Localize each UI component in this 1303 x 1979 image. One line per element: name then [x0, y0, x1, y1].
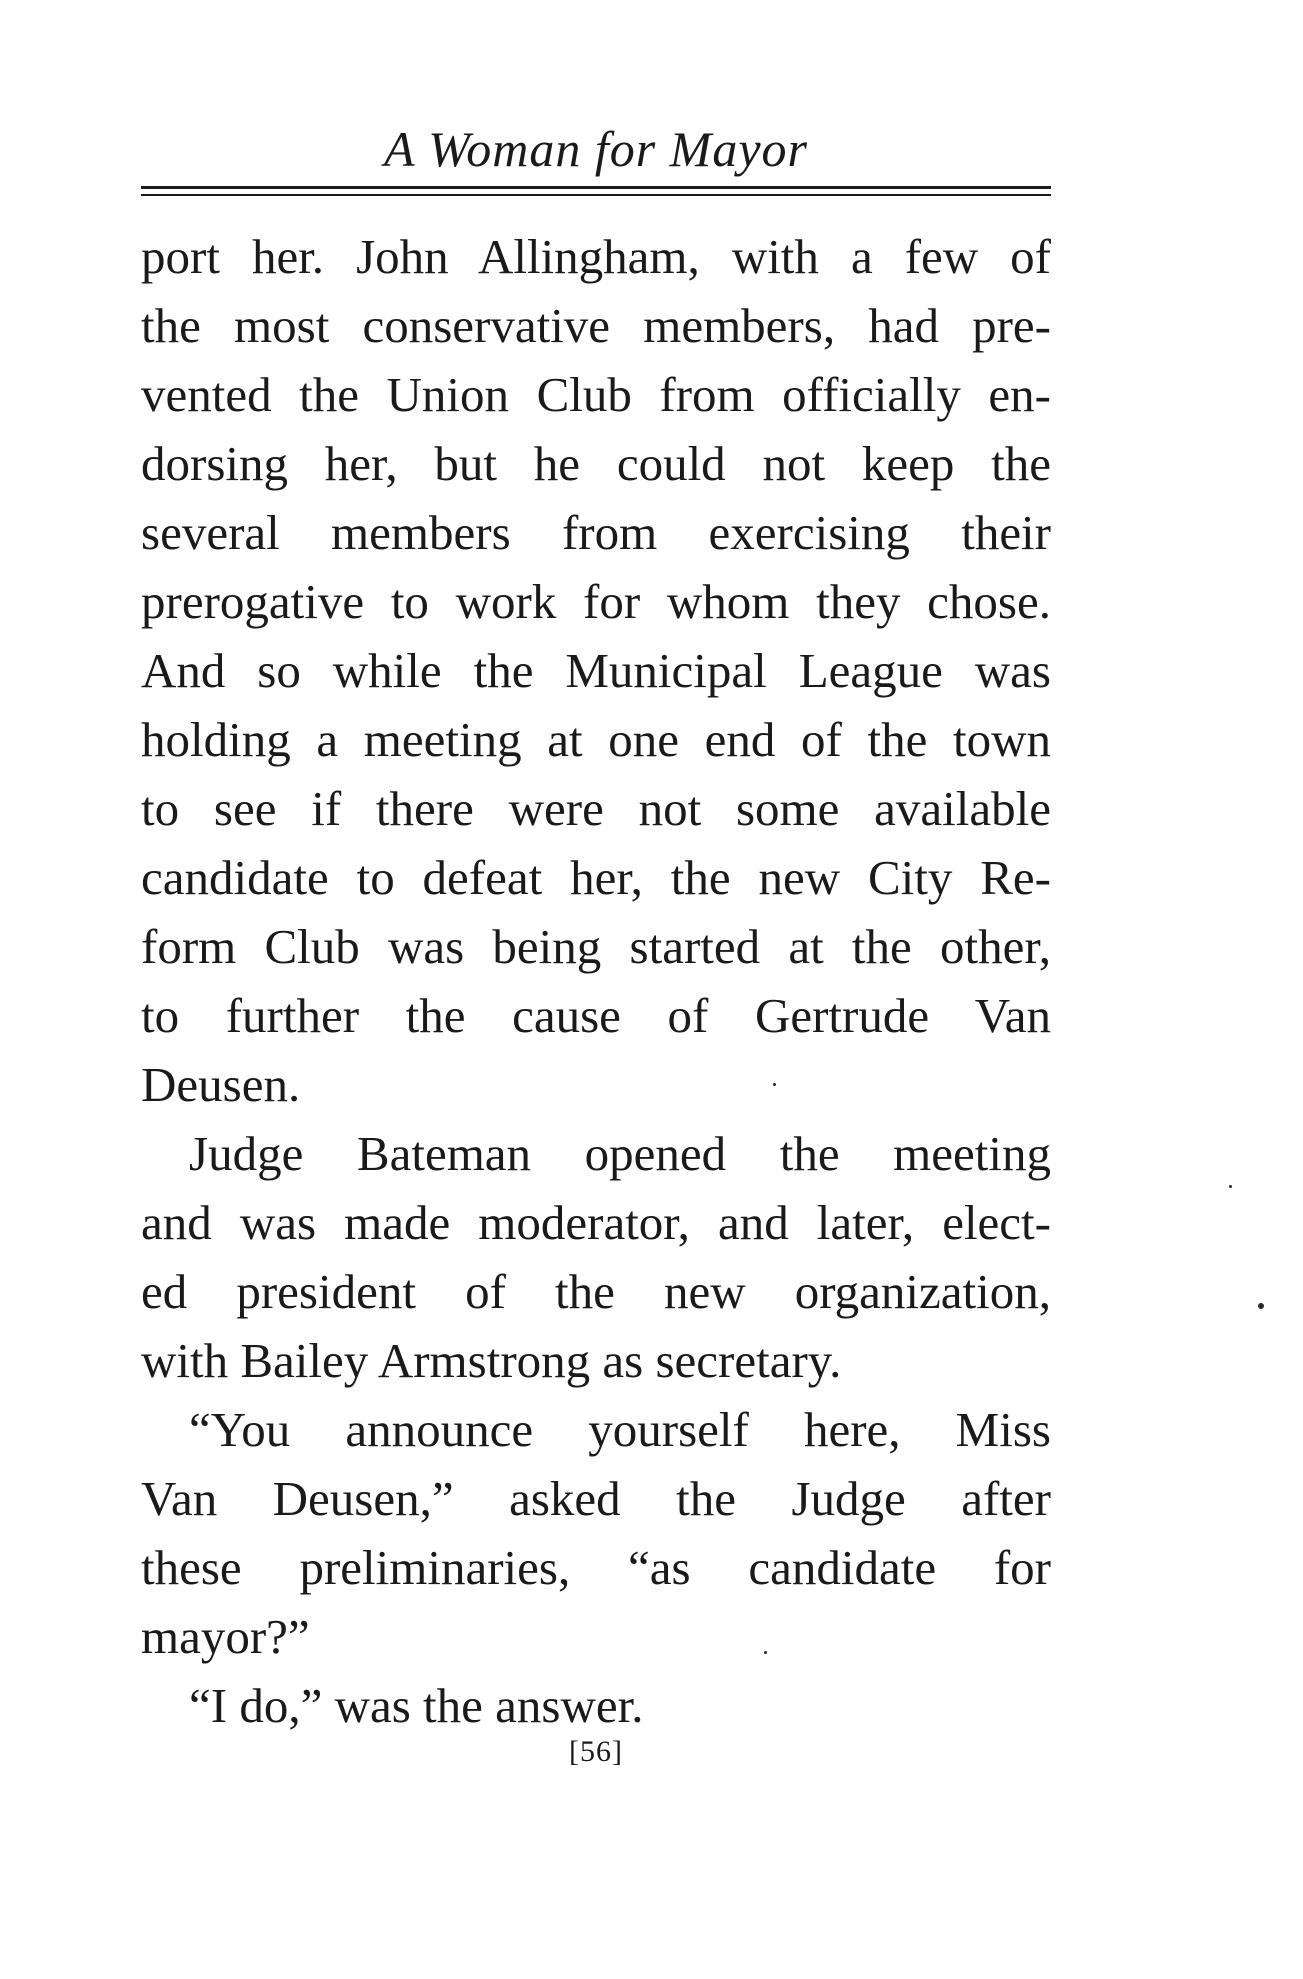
text-line: ed president of the new organization,	[141, 1264, 1051, 1319]
scan-speck	[1258, 1303, 1264, 1309]
text-line: candidate to defeat her, the new City Re-	[141, 850, 1051, 905]
text-line: the most conservative members, had pre-	[141, 298, 1051, 353]
text-line: And so while the Municipal League was	[141, 643, 1051, 698]
text-line: with Bailey Armstrong as secretary.	[141, 1333, 842, 1388]
running-head: A Woman for Mayor	[384, 121, 808, 177]
text-line: vented the Union Club from officially en-	[141, 367, 1051, 422]
text-line: Judge Bateman opened the meeting	[189, 1126, 1051, 1181]
text-line: holding a meeting at one end of the town	[141, 712, 1051, 767]
text-line: form Club was being started at the other,	[141, 919, 1051, 974]
text-line: these preliminaries, “as candidate for	[141, 1540, 1051, 1595]
text-line: to see if there were not some available	[141, 781, 1051, 836]
header-rule-top	[141, 186, 1051, 189]
header-rule-bottom	[141, 194, 1051, 196]
scan-speck	[764, 1651, 767, 1654]
text-line: dorsing her, but he could not keep the	[141, 436, 1051, 491]
page-number: [56]	[569, 1735, 623, 1768]
body-text	[141, 222, 1051, 1740]
text-line: and was made moderator, and later, elect-	[141, 1195, 1051, 1250]
text-line: to further the cause of Gertrude Van	[141, 988, 1051, 1043]
text-line: several members from exercising their	[141, 505, 1051, 560]
text-line: prerogative to work for whom they chose.	[141, 574, 1051, 629]
text-line: “I do,” was the answer.	[189, 1678, 644, 1733]
text-line: mayor?”	[141, 1609, 310, 1664]
text-line: Deusen.	[141, 1057, 301, 1112]
text-line: port her. John Allingham, with a few of	[141, 229, 1051, 284]
scan-speck	[1229, 1185, 1232, 1188]
text-line: Van Deusen,” asked the Judge after	[141, 1471, 1051, 1526]
text-line: “You announce yourself here, Miss	[189, 1402, 1051, 1457]
scan-speck	[773, 1083, 776, 1086]
